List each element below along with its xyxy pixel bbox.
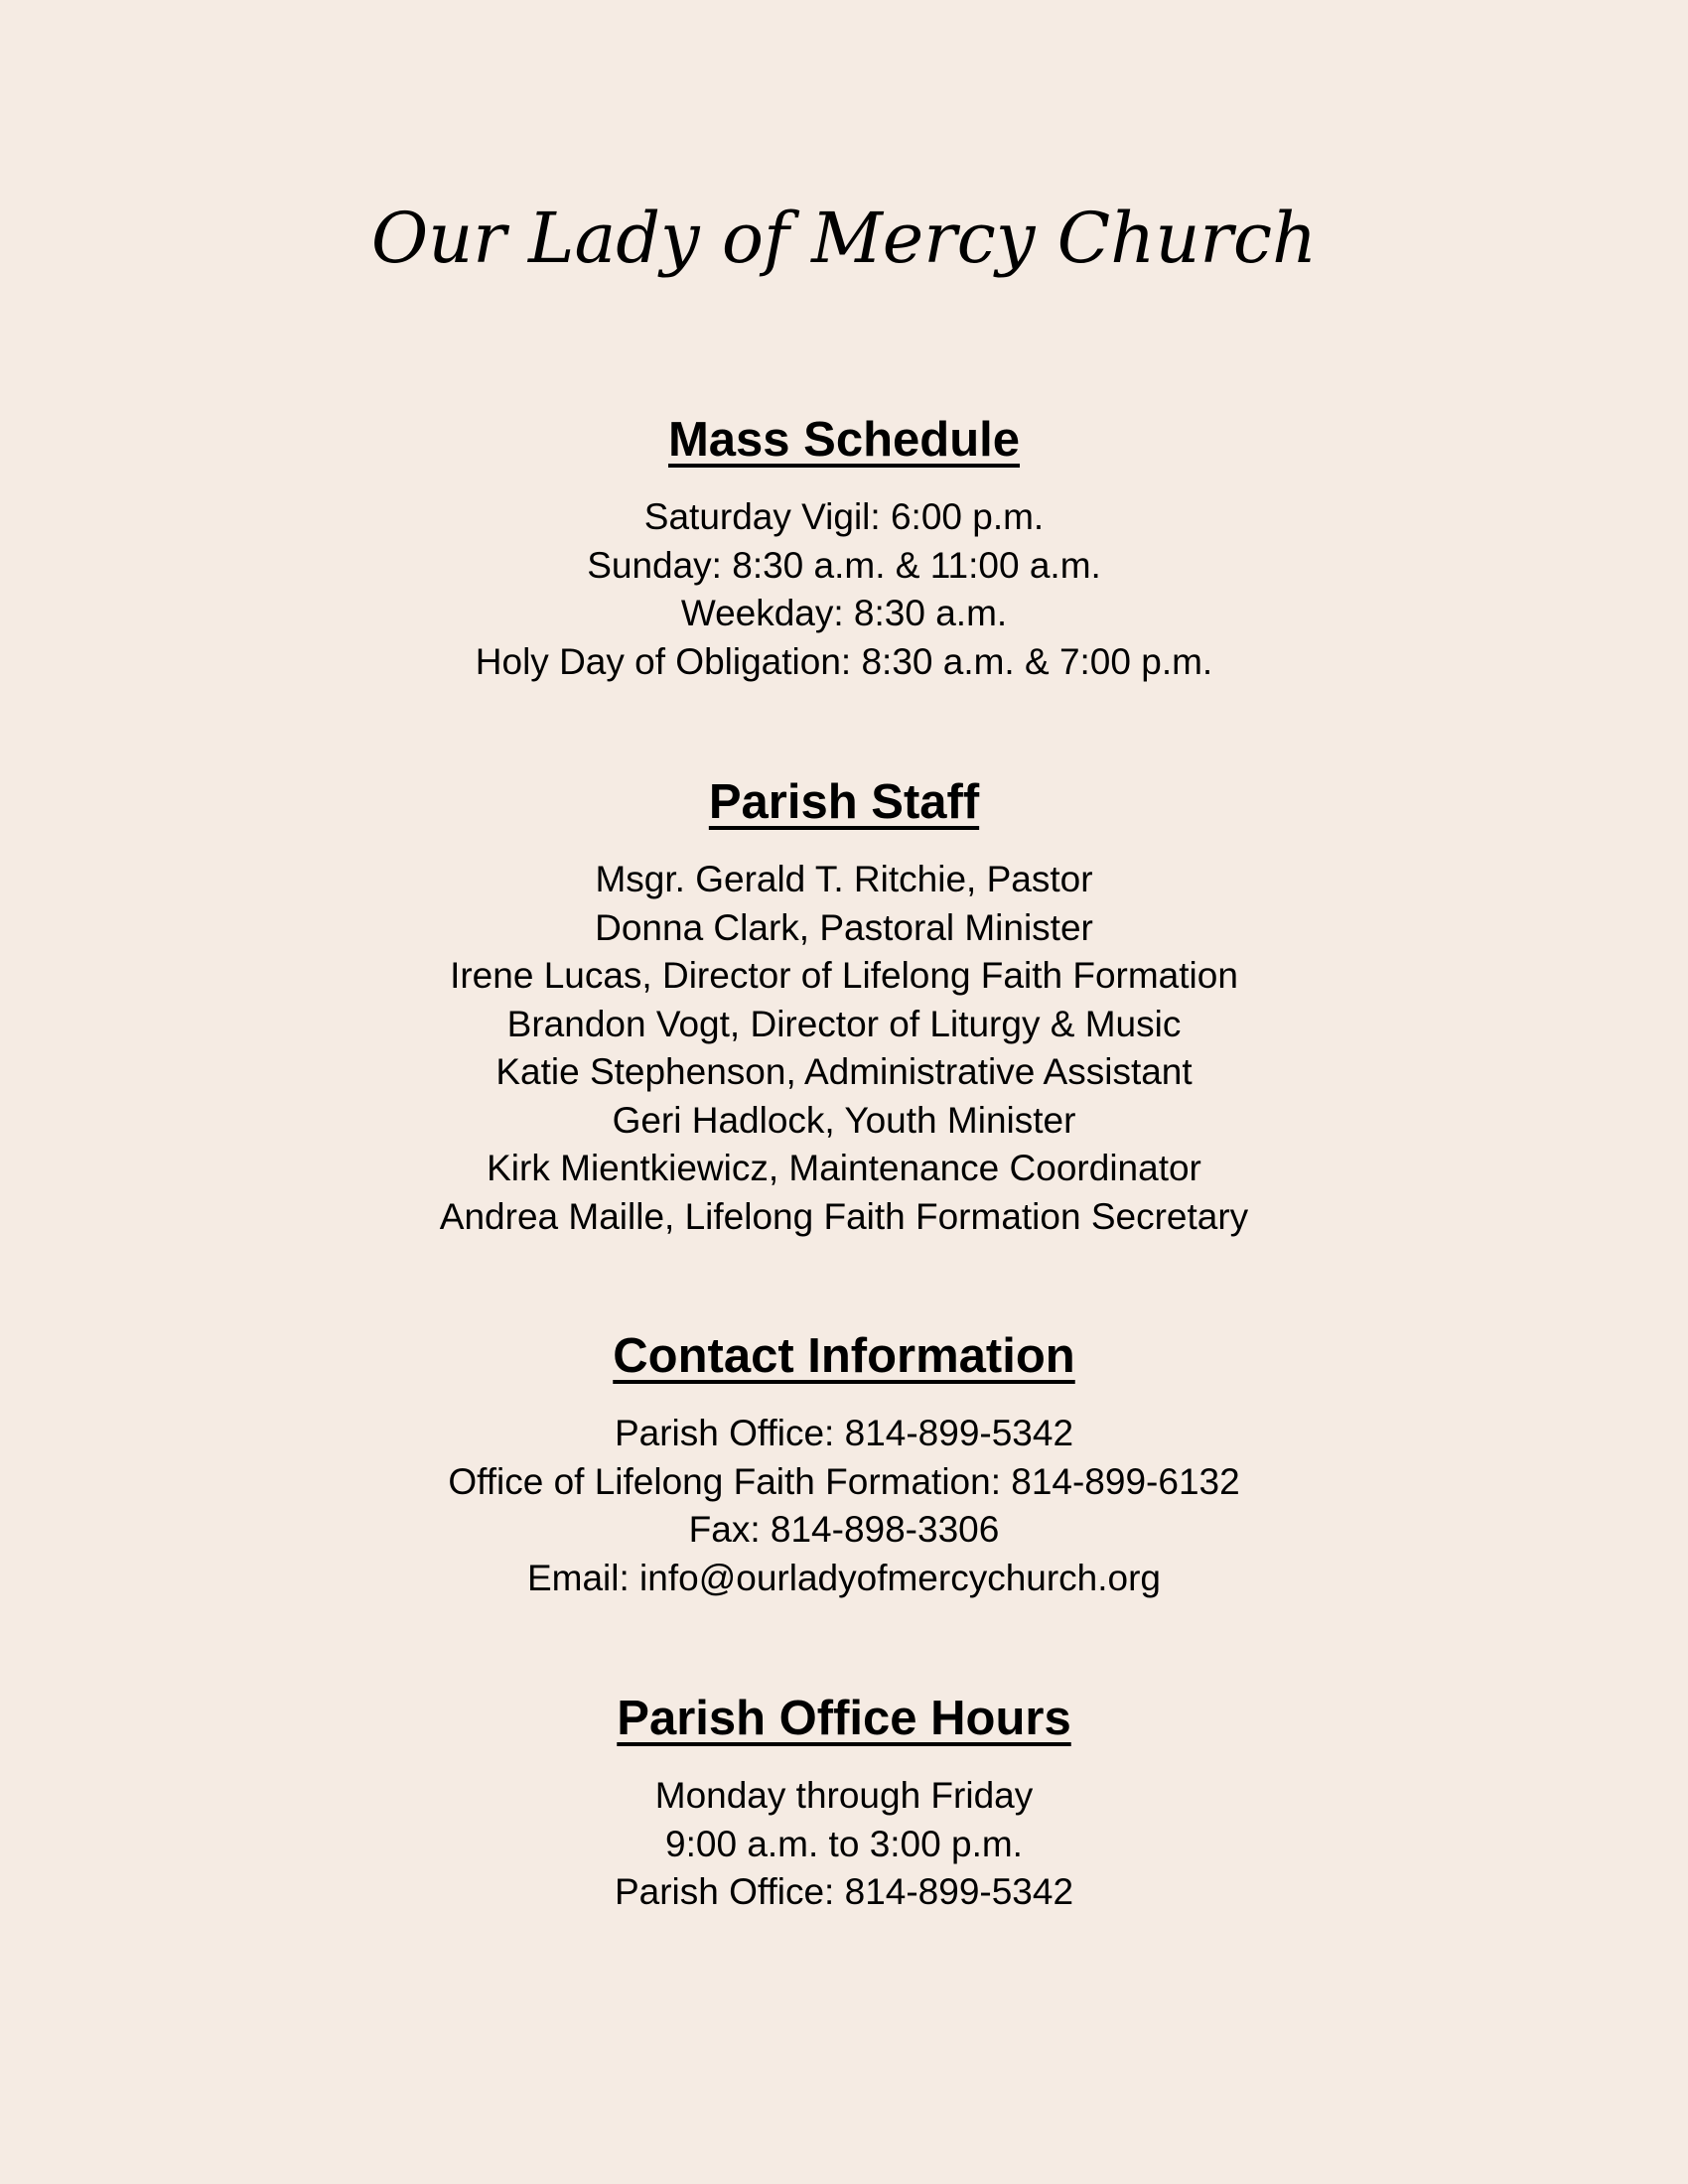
contact-email: Email: info@ourladyofmercychurch.org — [526, 1557, 1162, 1598]
mass-schedule-heading: Mass Schedule — [667, 413, 1021, 467]
staff-member: Brandon Vogt, Director of Liturgy & Music — [506, 1003, 1182, 1044]
office-hours-heading: Parish Office Hours — [617, 1692, 1071, 1745]
contact-faith-formation-office: Office of Lifelong Faith Formation: 814-899-6132 — [448, 1460, 1240, 1502]
staff-member: Andrea Maille, Lifelong Faith Formation Secretary — [439, 1195, 1249, 1237]
staff-member: Irene Lucas, Director of Lifelong Faith Formation — [450, 955, 1238, 996]
mass-schedule-section — [0, 410, 1688, 686]
office-hours-times: 9:00 a.m. to 3:00 p.m. — [665, 1823, 1023, 1864]
parish-staff-section — [0, 772, 1688, 1241]
contact-information-heading: Contact Information — [613, 1329, 1075, 1383]
contact-information-list — [0, 1410, 1688, 1602]
mass-time-line: Weekday: 8:30 a.m. — [680, 593, 1008, 633]
staff-member: Msgr. Gerald T. Ritchie, Pastor — [595, 859, 1093, 899]
mass-time-line: Holy Day of Obligation: 8:30 a.m. & 7:00 p.m. — [475, 640, 1213, 682]
parish-staff-list — [0, 856, 1688, 1241]
mass-time-line: Sunday: 8:30 a.m. & 11:00 a.m. — [587, 544, 1101, 586]
mass-time-line: Saturday Vigil: 6:00 p.m. — [643, 496, 1045, 537]
contact-parish-office: Parish Office: 814-899-5342 — [614, 1413, 1074, 1453]
church-title: Our Lady of Mercy Church — [370, 198, 1318, 279]
staff-member: Donna Clark, Pastoral Minister — [595, 906, 1093, 948]
contact-information-section — [0, 1326, 1688, 1602]
office-hours-section — [0, 1689, 1688, 1917]
staff-member: Katie Stephenson, Administrative Assistant — [495, 1051, 1193, 1092]
contact-fax: Fax: 814-898-3306 — [688, 1509, 1000, 1550]
office-hours-list — [0, 1772, 1688, 1917]
parish-staff-heading: Parish Staff — [708, 775, 980, 829]
office-hours-days: Monday through Friday — [654, 1775, 1034, 1816]
mass-schedule-list — [0, 493, 1688, 686]
staff-member: Geri Hadlock, Youth Minister — [612, 1099, 1076, 1141]
staff-member: Kirk Mientkiewicz, Maintenance Coordinator — [487, 1148, 1201, 1188]
office-hours-phone: Parish Office: 814-899-5342 — [614, 1871, 1074, 1912]
